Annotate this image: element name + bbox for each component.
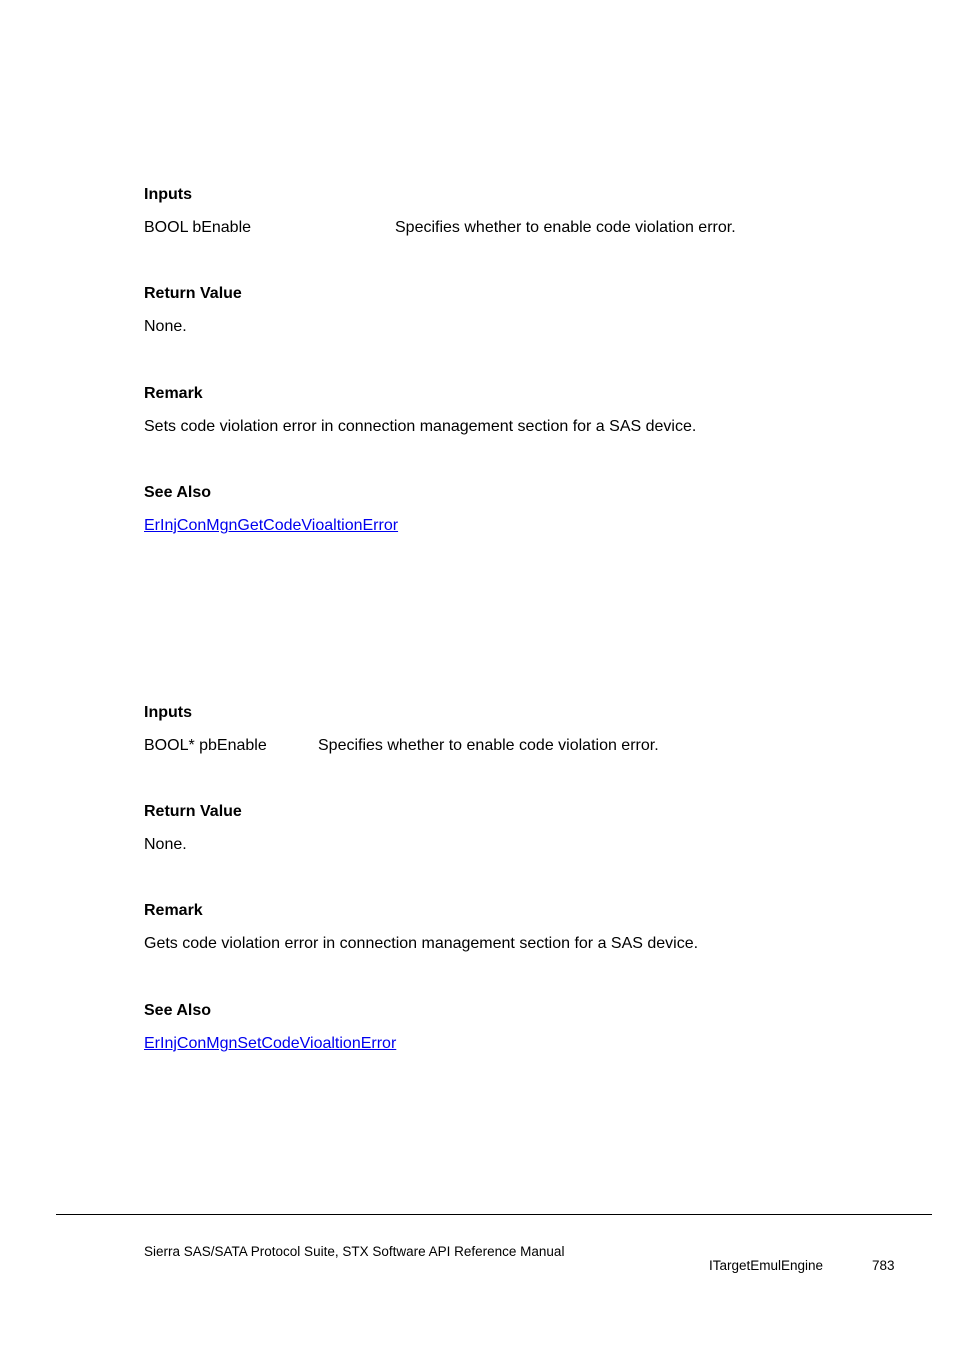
return-value-text: None. (144, 836, 187, 853)
param-name: BOOL* pbEnable (144, 737, 267, 754)
see-also-link[interactable]: ErInjConMgnGetCodeVioaltionError (144, 517, 399, 534)
remark-heading: Remark (144, 385, 203, 402)
param-description: Specifies whether to enable code violation error. (318, 737, 659, 754)
remark-heading: Remark (144, 902, 203, 919)
see-also-heading: See Also (144, 1002, 211, 1019)
footer-manual-title: Sierra SAS/SATA Protocol Suite, STX Software API Reference Manual (144, 1244, 565, 1259)
remark-text: Sets code violation error in connection management section for a SAS device. (144, 418, 697, 435)
footer-divider (56, 1214, 932, 1215)
footer-page-number: 783 (872, 1258, 895, 1273)
return-value-heading: Return Value (144, 285, 242, 302)
param-name: BOOL bEnable (144, 219, 252, 236)
inputs-heading: Inputs (144, 704, 192, 721)
return-value-text: None. (144, 318, 187, 335)
param-description: Specifies whether to enable code violation error. (395, 219, 736, 236)
see-also-heading: See Also (144, 484, 211, 501)
footer-section-name: ITargetEmulEngine (709, 1258, 824, 1273)
inputs-heading: Inputs (144, 186, 192, 203)
return-value-heading: Return Value (144, 803, 242, 820)
see-also-link[interactable]: ErInjConMgnSetCodeVioaltionError (144, 1035, 397, 1052)
remark-text: Gets code violation error in connection management section for a SAS device. (144, 935, 699, 952)
